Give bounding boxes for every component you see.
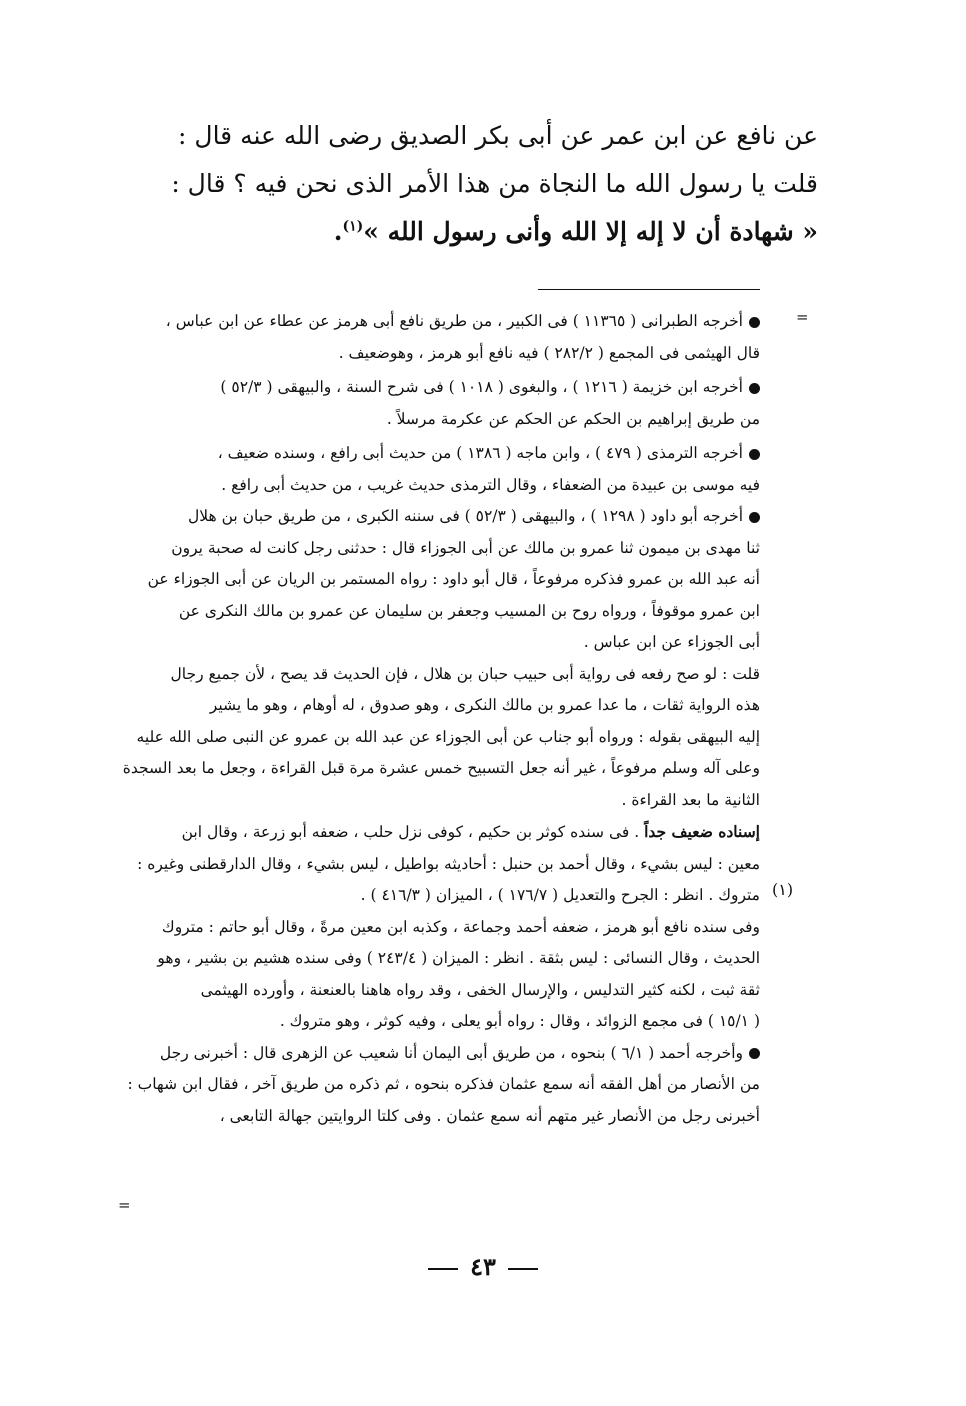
page-number-dash: [508, 1268, 538, 1270]
note-paragraph: [120, 501, 760, 659]
note-line: من الأنصار من أهل الفقه أنه سمع عثمان فذكره بنحوه ، ثم ذكره من طريق آخر ، فقال ابن شهاب :: [127, 1075, 760, 1093]
note-paragraph: [120, 659, 760, 817]
end-continuation-mark: =: [118, 1196, 131, 1214]
note-line: إليه البيهقى بقوله : ورواه أبو جناب عن أبى الجوزاء عن عبد الله بن عمرو عن النبى صلى الله عليه: [136, 727, 760, 746]
bullet-icon: [749, 512, 760, 523]
bullet-icon: [749, 449, 760, 460]
footnote-1: [120, 816, 760, 912]
note-line: [120, 501, 760, 533]
page-number: [403, 1252, 563, 1281]
continuation-mark: =: [796, 308, 809, 326]
note-line: أنه عبد الله بن عمرو فذكره مرفوعاً ، قال أبو داود : رواه المستمر بن الريان عن أبى الجوزاء عن: [147, 570, 760, 588]
note-line: ثقة ثبت ، لكنه كثير التدليس ، والإرسال الخفى ، وقد رواه هاهنا بالعنعنة ، وأورده الهيثمى: [200, 980, 760, 999]
note-line: [120, 816, 760, 849]
note-line: متروك . انظر : الجرح والتعديل ( ١٧٦/٧ ) ، الميزان ( ٤١٦/٣ ) .: [360, 886, 760, 904]
note-paragraph: [120, 372, 760, 435]
note-line: من طريق إبراهيم بن الحكم عن الحكم عن عكرمة مرسلاً .: [386, 409, 760, 428]
footnotes: [120, 306, 760, 1132]
footnote-1-heading: إسناده ضعيف جداً: [644, 822, 760, 841]
bullet-icon: [749, 1048, 760, 1059]
note-line: وفى سنده نافع أبو هرمز ، ضعفه أحمد وجماعة ، وكذبه ابن معين مرةً ، وقال أبو حاتم : متروك: [161, 917, 760, 936]
bullet-icon: [749, 317, 760, 328]
note-line: وعلى آله وسلم مرفوعاً ، غير أنه جعل التسبيح خمس عشرة مرة قبل القراءة ، وجعل ما بعد السجدة: [122, 759, 760, 777]
note-line: [120, 438, 760, 470]
main-line-3: [168, 208, 818, 256]
note-line: قلت : لو صح رفعه فى رواية أبى حبيب حبان بن هلال ، فإن الحديث قد يصح ، لأن جميع رجال: [170, 664, 760, 683]
note-text: أخرجه الطبرانى ( ١١٣٦٥ ) فى الكبير ، من طريق نافع أبى هرمز عن عطاء عن ابن عباس ،: [165, 312, 743, 330]
note-line: أخبرنى رجل من الأنصار غير متهم أنه سمع عثمان . وفى كلتا الروايتين جهالة التابعى ،: [219, 1106, 760, 1125]
note-line: فيه موسى بن عبيدة من الضعفاء ، وقال الترمذى حديث غريب ، من حديث أبى رافع .: [221, 475, 760, 494]
note-line: أبى الجوزاء عن ابن عباس .: [583, 633, 760, 651]
note-text: أخرجه أبو داود ( ١٢٩٨ ) ، والبيهقى ( ٥٢/٣ ) فى سننه الكبرى ، من طريق حبان بن هلال: [188, 507, 743, 525]
note-line: هذه الرواية ثقات ، ما عدا عمرو بن مالك النكرى ، وهو صدوق ، له أوهام ، وهو ما يشير: [209, 696, 760, 714]
page-number-dash: [428, 1268, 458, 1270]
note-text: . فى سنده كوثر بن حكيم ، كوفى نزل حلب ، ضعفه أبو زرعة ، وقال ابن: [181, 823, 640, 841]
note-line: قال الهيثمى فى المجمع ( ٢٨٢/٢ ) فيه نافع أبو هرمز ، وهوضعيف .: [338, 343, 760, 362]
main-text: [168, 112, 818, 256]
note-line: ثنا مهدى بن ميمون ثنا عمرو بن مالك عن أبى الجوزاء قال : حدثنى رجل كانت له صحبة يرون: [171, 538, 760, 557]
note-paragraph: [120, 912, 760, 1038]
bullet-icon: [749, 383, 760, 394]
main-line-2: قلت يا رسول الله ما النجاة من هذا الأمر الذى نحن فيه ؟ قال :: [171, 169, 818, 198]
note-line: الحديث ، وقال النسائى : ليس بثقة . انظر : الميزان ( ٢٤٣/٤ ) وفى سنده هشيم بن بشير ، وهو: [157, 949, 760, 967]
note-paragraph: [120, 1038, 760, 1133]
note-text: أخرجه ابن خزيمة ( ١٢١٦ ) ، والبغوى ( ١٠١٨ ) فى شرح السنة ، والبيهقى ( ٥٢/٣ ): [220, 378, 743, 396]
note-line: [120, 306, 760, 338]
note-line: [120, 1038, 760, 1070]
note-line: ( ١٥/١ ) فى مجمع الزوائد ، وقال : رواه أبو يعلى ، وفيه كوثر ، وهو متروك .: [279, 1012, 760, 1030]
footnote-1-marker: (١): [772, 880, 794, 899]
note-paragraph: [120, 306, 760, 369]
note-line: ابن عمرو موقوفاً ، ورواه روح بن المسيب وجعفر بن سليمان عن عمرو بن مالك النكرى عن: [178, 601, 760, 620]
page-number-value: ٤٣: [470, 1252, 496, 1281]
note-paragraph: [120, 438, 760, 501]
note-text: وأخرجه أحمد ( ٦/١ ) بنحوه ، من طريق أبى اليمان أنا شعيب عن الزهرى قال : أخبرنى رجل: [159, 1043, 743, 1062]
note-line: معين : ليس بشيء ، وقال أحمد بن حنبل : أحاديثه بواطيل ، ليس بشيء ، وقال الدارقطنى وغيره :: [137, 854, 760, 873]
note-line: الثانية ما بعد القراءة .: [621, 790, 760, 809]
note-text: أخرجه الترمذى ( ٤٧٩ ) ، وابن ماجه ( ١٣٨٦ ) من حديث أبى رافع ، وسنده ضعيف ،: [217, 444, 743, 462]
main-line-1: عن نافع عن ابن عمر عن أبى بكر الصديق رضى الله عنه قال :: [178, 121, 818, 150]
note-line: [120, 372, 760, 404]
footnote-divider: [538, 289, 760, 290]
shahada-text: « شهادة أن لا إله إلا الله وأنى رسول الله »: [363, 217, 818, 246]
footnote-ref-1[interactable]: (١): [342, 218, 364, 235]
main-line-3-end: .: [333, 217, 343, 246]
